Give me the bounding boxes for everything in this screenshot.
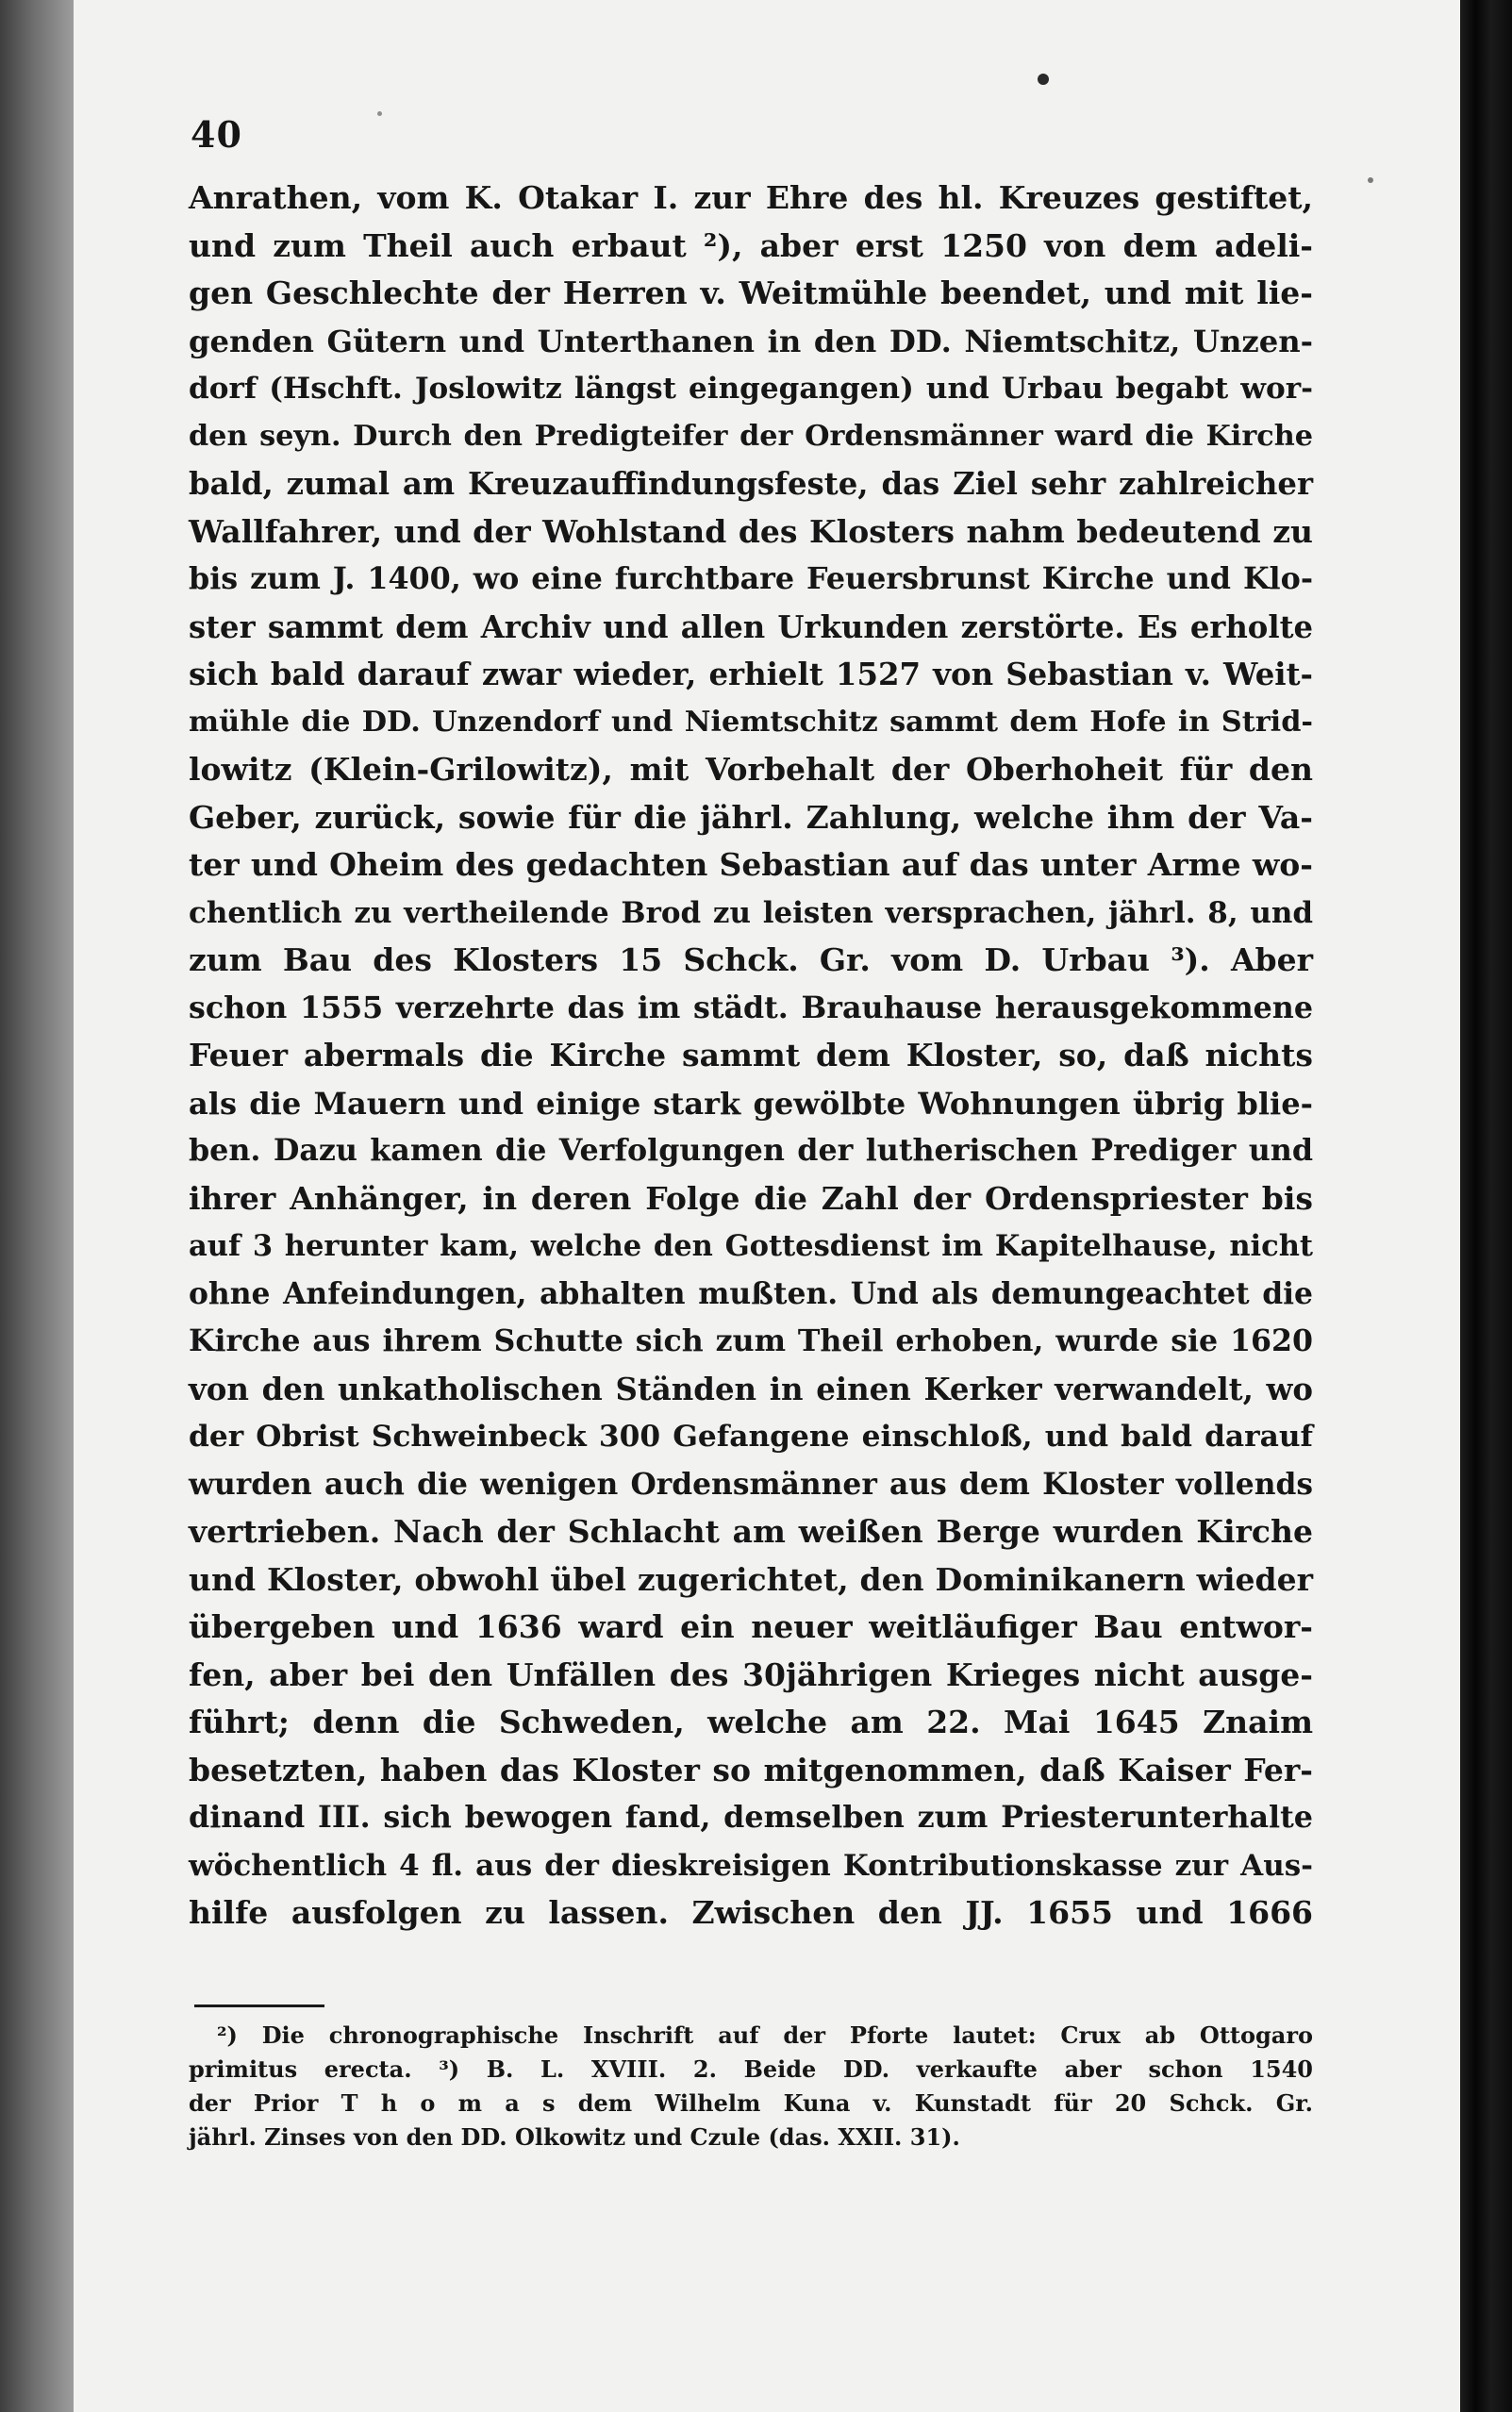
text-line: sich bald darauf zwar wieder, erhielt 1527 von Sebastian v. Weit-	[189, 657, 1313, 692]
text-line: und Kloster, obwohl übel zugerichtet, den Dominikanern wieder	[189, 1560, 1313, 1598]
text-line: chentlich zu vertheilende Brod zu leisten versprachen, jährl. 8, und	[189, 895, 1313, 930]
text-line: und zum Theil auch erbaut ²), aber erst 1250 von dem adeli-	[189, 226, 1313, 264]
text-line: fen, aber bei den Unfällen des 30jährigen Krieges nicht ausge-	[189, 1655, 1313, 1693]
text-line: hilfe ausfolgen zu lassen. Zwischen den JJ. 1655 und 1666	[189, 1894, 1313, 1931]
text-line: ter und Oheim des gedachten Sebastian auf das unter Arme wo-	[189, 846, 1313, 883]
text-line: bis zum J. 1400, wo eine furchtbare Feuersbrunst Kirche und Klo-	[189, 561, 1313, 596]
text-line: gen Geschlechte der Herren v. Weitmühle beendet, und mit lie-	[189, 274, 1313, 311]
text-line: schon 1555 verzehrte das im städt. Brauhause herausgekommene	[189, 990, 1313, 1025]
text-line: dinand III. sich bewogen fand, demselben zum Priesterunterhalte	[189, 1800, 1313, 1835]
text-line: bald, zumal am Kreuzauffindungsfeste, das Ziel sehr zahlreicher	[189, 466, 1313, 502]
text-line: führt; denn die Schweden, welche am 22. Mai 1645 Znaim	[189, 1704, 1313, 1740]
text-line: ster sammt dem Archiv und allen Urkunden zerstörte. Es erholte	[189, 608, 1313, 645]
text-line: besetzten, haben das Kloster so mitgenommen, daß Kaiser Fer-	[189, 1751, 1313, 1788]
ink-speck	[1368, 177, 1373, 183]
text-line: ohne Anfeindungen, abhalten mußten. Und als demungeachtet die	[189, 1276, 1313, 1311]
text-line: lowitz (Klein-Grilowitz), mit Vorbehalt der Oberhoheit für den	[189, 751, 1313, 788]
book-page	[74, 0, 1460, 2412]
ink-speck	[1038, 74, 1049, 85]
footnote-line: primitus erecta. ³) B. L. XVIII. 2. Beide DD. verkaufte aber schon 1540	[189, 2055, 1313, 2083]
text-line: der Obrist Schweinbeck 300 Gefangene einschloß, und bald darauf	[189, 1420, 1313, 1454]
text-line: Anrathen, vom K. Otakar I. zur Ehre des hl. Kreuzes gestiftet,	[189, 179, 1313, 216]
text-line: den seyn. Durch den Predigteifer der Ordensmänner ward die Kirche	[189, 419, 1313, 453]
text-line: ben. Dazu kamen die Verfolgungen der lutherischen Prediger und	[189, 1133, 1313, 1168]
footnote-line: der Prior T h o m a s dem Wilhelm Kuna v. Kunstadt für 20 Schck. Gr.	[189, 2089, 1313, 2117]
text-line: Feuer abermals die Kirche sammt dem Kloster, so, daß nichts	[189, 1037, 1313, 1073]
text-line: auf 3 herunter kam, welche den Gottesdienst im Kapitelhause, nicht	[189, 1229, 1313, 1263]
text-line: wöchentlich 4 fl. aus der dieskreisigen Kontributionskasse zur Aus-	[189, 1848, 1313, 1883]
footnotes	[189, 2019, 1313, 2154]
footnote-divider	[194, 2004, 324, 2007]
footnote-line: ²) Die chronographische Inschrift auf der Pforte lautet: Crux ab Ottogaro	[217, 2021, 1313, 2049]
text-line: dorf (Hschft. Joslowitz längst eingegangen) und Urbau begabt wor-	[189, 372, 1313, 406]
text-line: vertrieben. Nach der Schlacht am weißen Berge wurden Kirche	[189, 1513, 1313, 1550]
text-line: zum Bau des Klosters 15 Schck. Gr. vom D. Urbau ³). Aber	[189, 941, 1313, 978]
text-line: Kirche aus ihrem Schutte sich zum Theil erhoben, wurde sie 1620	[189, 1323, 1313, 1358]
text-line: ihrer Anhänger, in deren Folge die Zahl der Ordenspriester bis	[189, 1179, 1313, 1217]
body-text	[189, 175, 1313, 1938]
text-line: übergeben und 1636 ward ein neuer weitläufiger Bau entwor-	[189, 1608, 1313, 1645]
footnote-line: jährl. Zinses von den DD. Olkowitz und Czule (das. XXII. 31).	[189, 2123, 960, 2151]
text-line: Wallfahrer, und der Wohlstand des Klosters nahm bedeutend zu	[189, 512, 1313, 550]
page-number: 40	[191, 113, 242, 156]
text-line: Geber, zurück, sowie für die jährl. Zahlung, welche ihm der Va-	[189, 798, 1313, 836]
scan-right-border	[1460, 0, 1512, 2412]
text-line: von den unkatholischen Ständen in einen Kerker verwandelt, wo	[189, 1371, 1313, 1407]
scan-left-border	[0, 0, 74, 2412]
text-line: genden Gütern und Unterthanen in den DD. Niemtschitz, Unzen-	[189, 323, 1313, 359]
text-line: wurden auch die wenigen Ordensmänner aus dem Kloster vollends	[189, 1467, 1313, 1502]
ink-speck	[377, 111, 382, 116]
text-line: mühle die DD. Unzendorf und Niemtschitz sammt dem Hofe in Strid-	[189, 705, 1313, 739]
text-line: als die Mauern und einige stark gewölbte Wohnungen übrig blie-	[189, 1085, 1313, 1122]
